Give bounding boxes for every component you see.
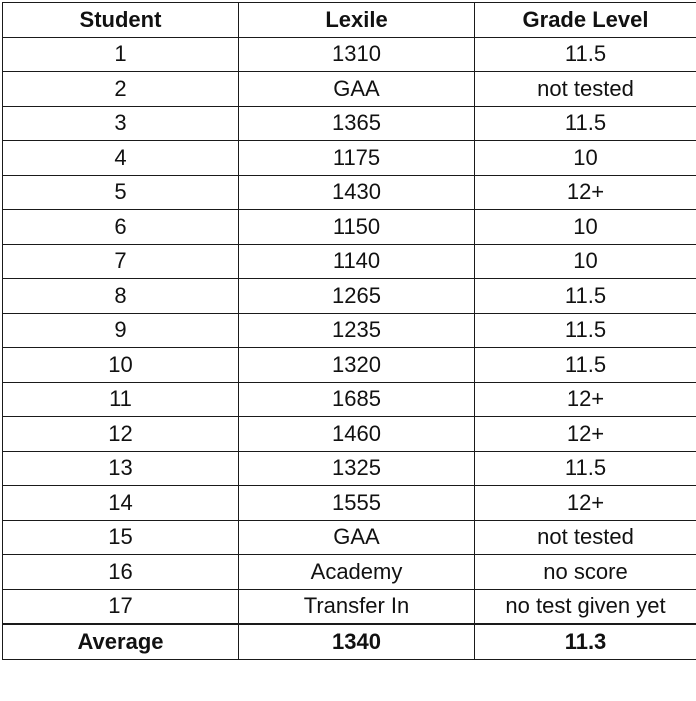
table-row xyxy=(3,244,696,279)
grade-level-cell: 11.5 xyxy=(475,106,696,141)
lexile-cell: GAA xyxy=(239,72,475,107)
table-row xyxy=(3,486,696,521)
grade-level-cell: 11.5 xyxy=(475,313,696,348)
table-row xyxy=(3,210,696,245)
table-row xyxy=(3,313,696,348)
table-row xyxy=(3,382,696,417)
average-label-cell: Average xyxy=(3,624,239,659)
student-cell: 16 xyxy=(3,555,239,590)
grade-level-cell: not tested xyxy=(475,520,696,555)
lexile-cell: 1310 xyxy=(239,37,475,72)
student-cell: 13 xyxy=(3,451,239,486)
student-cell: 4 xyxy=(3,141,239,176)
grade-level-cell: 12+ xyxy=(475,175,696,210)
lexile-table xyxy=(2,2,696,660)
lexile-cell: Academy xyxy=(239,555,475,590)
header-lexile: Lexile xyxy=(239,3,475,38)
lexile-cell: 1150 xyxy=(239,210,475,245)
grade-level-cell: 11.5 xyxy=(475,451,696,486)
lexile-table-container xyxy=(2,2,696,660)
grade-level-cell: not tested xyxy=(475,72,696,107)
average-grade-level-cell: 11.3 xyxy=(475,624,696,659)
grade-level-cell: 11.5 xyxy=(475,279,696,314)
table-row xyxy=(3,555,696,590)
grade-level-cell: no test given yet xyxy=(475,589,696,624)
student-cell: 7 xyxy=(3,244,239,279)
grade-level-cell: 10 xyxy=(475,210,696,245)
table-body xyxy=(3,37,696,659)
lexile-cell: 1235 xyxy=(239,313,475,348)
lexile-cell: 1325 xyxy=(239,451,475,486)
student-cell: 8 xyxy=(3,279,239,314)
average-row xyxy=(3,624,696,659)
student-cell: 12 xyxy=(3,417,239,452)
table-row xyxy=(3,520,696,555)
grade-level-cell: 12+ xyxy=(475,417,696,452)
student-cell: 2 xyxy=(3,72,239,107)
student-cell: 3 xyxy=(3,106,239,141)
table-row xyxy=(3,348,696,383)
student-cell: 6 xyxy=(3,210,239,245)
grade-level-cell: 11.5 xyxy=(475,348,696,383)
grade-level-cell: 11.5 xyxy=(475,37,696,72)
table-row xyxy=(3,106,696,141)
grade-level-cell: 10 xyxy=(475,141,696,176)
lexile-cell: 1320 xyxy=(239,348,475,383)
student-cell: 10 xyxy=(3,348,239,383)
lexile-cell: GAA xyxy=(239,520,475,555)
table-row xyxy=(3,279,696,314)
table-row xyxy=(3,37,696,72)
grade-level-cell: 12+ xyxy=(475,382,696,417)
lexile-cell: 1140 xyxy=(239,244,475,279)
table-row xyxy=(3,589,696,624)
table-row xyxy=(3,72,696,107)
student-cell: 5 xyxy=(3,175,239,210)
lexile-cell: 1430 xyxy=(239,175,475,210)
grade-level-cell: 12+ xyxy=(475,486,696,521)
lexile-cell: 1265 xyxy=(239,279,475,314)
lexile-cell: 1175 xyxy=(239,141,475,176)
header-row xyxy=(3,3,696,38)
lexile-cell: 1365 xyxy=(239,106,475,141)
student-cell: 15 xyxy=(3,520,239,555)
table-row xyxy=(3,417,696,452)
table-row xyxy=(3,141,696,176)
student-cell: 9 xyxy=(3,313,239,348)
student-cell: 14 xyxy=(3,486,239,521)
lexile-cell: 1555 xyxy=(239,486,475,521)
lexile-cell: Transfer In xyxy=(239,589,475,624)
student-cell: 1 xyxy=(3,37,239,72)
header-grade-level: Grade Level xyxy=(475,3,696,38)
lexile-cell: 1685 xyxy=(239,382,475,417)
student-cell: 11 xyxy=(3,382,239,417)
table-row xyxy=(3,175,696,210)
header-student: Student xyxy=(3,3,239,38)
grade-level-cell: 10 xyxy=(475,244,696,279)
table-row xyxy=(3,451,696,486)
lexile-cell: 1460 xyxy=(239,417,475,452)
average-lexile-cell: 1340 xyxy=(239,624,475,659)
grade-level-cell: no score xyxy=(475,555,696,590)
student-cell: 17 xyxy=(3,589,239,624)
